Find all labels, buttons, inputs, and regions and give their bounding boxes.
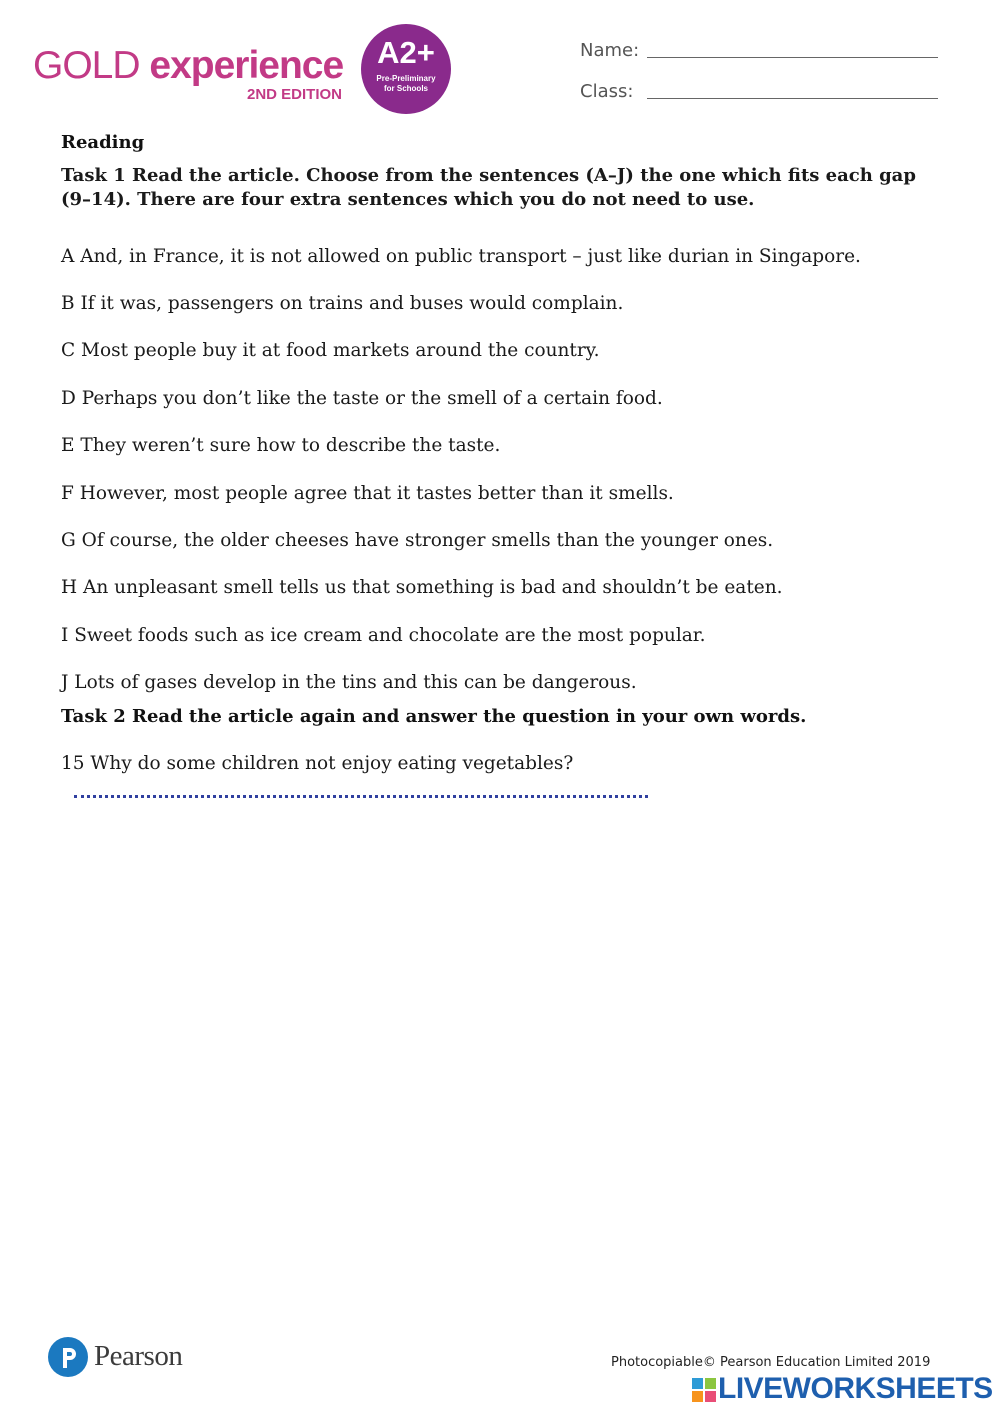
answer-15-field[interactable] [74,795,648,798]
class-label: Class: [580,81,634,102]
class-field[interactable] [647,98,938,99]
pearson-wordmark: Pearson [94,1340,183,1372]
logo-experience-text: experience [149,44,344,87]
level-badge [361,24,451,114]
sentence-option: A And, in France, it is not allowed on public transport – just like durian in Singapore. [61,246,861,267]
gold-experience-logo [33,46,343,85]
edition-label: 2ND EDITION [247,86,343,103]
section-title: Reading [61,132,145,153]
sentence-option: E They weren’t sure how to describe the taste. [61,435,501,456]
badge-level: A2+ [377,35,435,70]
badge-line-1: Pre-Preliminary [376,74,436,83]
sentence-option: B If it was, passengers on trains and buses would complain. [61,293,624,314]
liveworksheets-watermark: LIVEWORKSHEETS [718,1372,993,1405]
task-1-instructions: Task 1 Read the article. Choose from the sentences (A–J) the one which fits each gap (9–14). There are four extra sentences which you do not need to use. [61,165,916,210]
pearson-logo-icon [48,1337,88,1377]
sentence-option: G Of course, the older cheeses have stronger smells than the younger ones. [61,530,774,551]
copyright-notice: Photocopiable© Pearson Education Limited 2019 [611,1355,931,1370]
logo-gold-text: GOLD [33,44,140,87]
task-2-instructions: Task 2 Read the article again and answer the question in your own words. [61,706,807,727]
sentence-option: D Perhaps you don’t like the taste or the smell of a certain food. [61,388,663,409]
name-field[interactable] [647,57,938,58]
sentence-option: H An unpleasant smell tells us that something is bad and shouldn’t be eaten. [61,577,783,598]
sentence-option: C Most people buy it at food markets around the country. [61,340,600,361]
question-15: 15 Why do some children not enjoy eating vegetables? [61,753,574,774]
name-label: Name: [580,40,640,61]
sentence-option: I Sweet foods such as ice cream and chocolate are the most popular. [61,625,706,646]
badge-line-2: for Schools [383,84,428,93]
liveworksheets-icon [692,1378,716,1402]
sentence-option: F However, most people agree that it tastes better than it smells. [61,483,674,504]
sentence-option: J Lots of gases develop in the tins and this can be dangerous. [61,672,637,693]
